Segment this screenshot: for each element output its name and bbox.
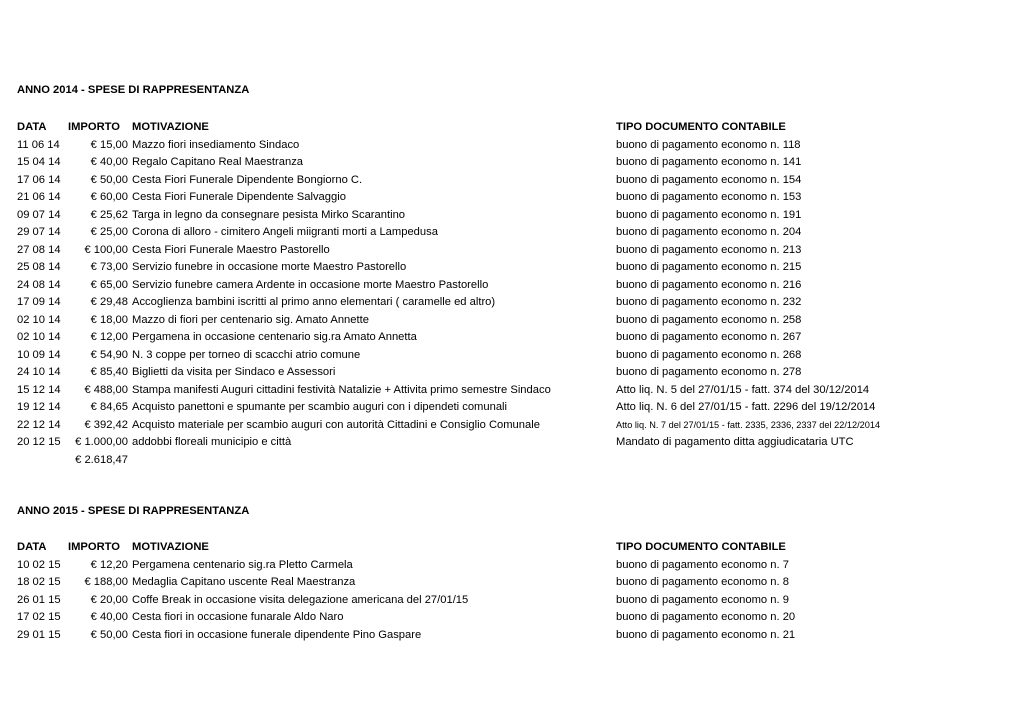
row-amount: € 25,00	[90, 226, 128, 238]
table-row	[0, 609, 1024, 627]
row-reason: Acquisto panettoni e spumante per scambio auguri con i dipendeti comunali	[132, 401, 508, 413]
row-doc: buono di pagamento economo n. 216	[616, 278, 802, 291]
table-header	[0, 539, 1024, 557]
table-row	[0, 399, 1024, 417]
row-reason: Cesta Fiori Funerale Dipendente Bongiorno C.	[132, 173, 363, 186]
row-doc: buono di pagamento economo n. 213	[616, 243, 802, 256]
row-date: 29 07 14	[17, 226, 61, 238]
row-amount: € 50,00	[90, 628, 128, 641]
row-amount: € 12,00	[90, 331, 128, 343]
row-reason: Cesta fiori in occasione funarale Aldo Naro	[132, 611, 344, 623]
row-doc: Atto liq. N. 6 del 27/01/15 - fatt. 2296 del 19/12/2014	[616, 401, 876, 413]
row-doc: buono di pagamento economo n. 7	[616, 558, 789, 571]
row-doc: buono di pagamento economo n. 204	[616, 226, 802, 238]
row-date: 22 12 14	[17, 418, 61, 431]
row-date: 20 12 15	[17, 436, 61, 448]
row-doc: buono di pagamento economo n. 9	[616, 593, 789, 606]
row-reason: Mazzo fiori insediamento Sindaco	[132, 138, 300, 151]
row-amount: € 40,00	[90, 611, 128, 623]
row-date: 19 12 14	[17, 401, 61, 413]
row-reason: Stampa manifesti Auguri cittadini festività Natalizie + Attivita primo semestre Sindaco	[132, 383, 551, 396]
table-row	[0, 329, 1024, 347]
row-date: 02 10 14	[17, 331, 61, 343]
table-row	[0, 364, 1024, 382]
row-doc: buono di pagamento economo n. 258	[616, 313, 802, 326]
row-reason: Pergamena centenario sig.ra Pletto Carmela	[132, 558, 353, 571]
table-row	[0, 434, 1024, 452]
row-amount: € 84,65	[90, 401, 128, 413]
row-reason: Regalo Capitano Real Maestranza	[132, 156, 304, 168]
header-date: DATA	[17, 541, 47, 553]
row-doc: buono di pagamento economo n. 215	[616, 261, 802, 273]
row-amount: € 392,42	[84, 418, 128, 431]
table-row	[0, 172, 1024, 190]
row-doc: buono di pagamento economo n. 191	[616, 208, 802, 221]
row-reason: Cesta fiori in occasione funerale dipendente Pino Gaspare	[132, 628, 422, 641]
header-doc-type: TIPO DOCUMENTO CONTABILE	[616, 541, 786, 553]
row-date: 17 06 14	[17, 173, 61, 186]
row-amount: € 25,62	[90, 208, 128, 221]
section-title: ANNO 2015 - SPESE DI RAPPRESENTANZA	[17, 505, 250, 517]
row-amount: € 85,40	[90, 366, 128, 378]
row-reason: Servizio funebre camera Ardente in occasione morte Maestro Pastorello	[132, 278, 489, 291]
row-doc: buono di pagamento economo n. 278	[616, 366, 802, 378]
row-amount: € 29,48	[90, 296, 128, 308]
row-doc: Atto liq. N. 5 del 27/01/15 - fatt. 374 del 30/12/2014	[616, 383, 870, 396]
row-doc: buono di pagamento economo n. 8	[616, 576, 789, 588]
row-amount: € 100,00	[84, 243, 128, 256]
row-date: 25 08 14	[17, 261, 61, 273]
total-amount: € 2.618,47	[75, 453, 128, 466]
table-row	[0, 417, 1024, 435]
table-row	[0, 294, 1024, 312]
row-reason: Acquisto materiale per scambio auguri con autorità Cittadini e Consiglio Comunale	[132, 418, 540, 431]
row-date: 17 02 15	[17, 611, 61, 623]
row-doc: buono di pagamento economo n. 232	[616, 296, 802, 308]
row-doc: buono di pagamento economo n. 20	[616, 611, 796, 623]
row-reason: Medaglia Capitano uscente Real Maestranza	[132, 576, 356, 588]
row-doc: buono di pagamento economo n. 154	[616, 173, 802, 186]
row-date: 17 09 14	[17, 296, 61, 308]
row-date: 24 10 14	[17, 366, 61, 378]
row-amount: € 488,00	[84, 383, 128, 396]
row-doc: buono di pagamento economo n. 21	[616, 628, 796, 641]
table-row	[0, 592, 1024, 610]
header-amount: IMPORTO	[68, 541, 121, 553]
row-reason: Accoglienza bambini iscritti al primo anno elementari ( caramelle ed altro)	[132, 296, 496, 308]
header-amount: IMPORTO	[68, 121, 121, 133]
total-row	[0, 452, 1024, 470]
table-row	[0, 207, 1024, 225]
row-reason: addobbi floreali municipio e città	[132, 436, 292, 448]
row-date: 09 07 14	[17, 208, 61, 221]
row-amount: € 12,20	[90, 558, 128, 571]
row-reason: Corona di alloro - cimitero Angeli miigranti morti a Lampedusa	[132, 226, 438, 238]
table-row	[0, 154, 1024, 172]
header-date: DATA	[17, 121, 47, 133]
table-row	[0, 277, 1024, 295]
table-row	[0, 627, 1024, 645]
row-reason: N. 3 coppe per torneo di scacchi atrio comune	[132, 348, 361, 361]
row-reason: Coffe Break in occasione visita delegazione americana del 27/01/15	[132, 593, 469, 606]
row-amount: € 73,00	[90, 261, 128, 273]
table-row	[0, 347, 1024, 365]
row-doc: buono di pagamento economo n. 118	[616, 138, 801, 151]
row-date: 27 08 14	[17, 243, 61, 256]
row-date: 11 06 14	[17, 138, 60, 151]
row-amount: € 54,90	[90, 348, 128, 361]
row-date: 02 10 14	[17, 313, 61, 326]
row-reason: Cesta Fiori Funerale Maestro Pastorello	[132, 243, 330, 256]
row-amount: € 60,00	[90, 191, 128, 203]
table-row	[0, 312, 1024, 330]
row-reason: Servizio funebre in occasione morte Maestro Pastorello	[132, 261, 407, 273]
row-doc: buono di pagamento economo n. 267	[616, 331, 802, 343]
row-reason: Cesta Fiori Funerale Dipendente Salvaggio	[132, 191, 346, 203]
row-amount: € 188,00	[84, 576, 128, 588]
row-date: 18 02 15	[17, 576, 61, 588]
row-date: 15 12 14	[17, 383, 61, 396]
row-doc: buono di pagamento economo n. 141	[616, 156, 802, 168]
table-row	[0, 189, 1024, 207]
table-row	[0, 557, 1024, 575]
row-reason: Biglietti da visita per Sindaco e Assessori	[132, 366, 336, 378]
header-doc-type: TIPO DOCUMENTO CONTABILE	[616, 121, 786, 133]
row-date: 26 01 15	[17, 593, 61, 606]
row-date: 29 01 15	[17, 628, 61, 641]
row-date: 15 04 14	[17, 156, 61, 168]
row-date: 21 06 14	[17, 191, 61, 203]
table-row	[0, 382, 1024, 400]
table-row	[0, 224, 1024, 242]
row-date: 24 08 14	[17, 278, 61, 291]
row-amount: € 20,00	[90, 593, 128, 606]
row-doc: buono di pagamento economo n. 153	[616, 191, 802, 203]
row-amount: € 1.000,00	[75, 436, 128, 448]
row-date: 10 09 14	[17, 348, 61, 361]
table-row	[0, 137, 1024, 155]
table-row	[0, 259, 1024, 277]
table-row	[0, 574, 1024, 592]
row-amount: € 40,00	[90, 156, 128, 168]
row-reason: Targa in legno da consegnare pesista Mirko Scarantino	[132, 208, 406, 221]
row-reason: Mazzo di fiori per centenario sig. Amato Annette	[132, 313, 369, 326]
row-reason: Pergamena in occasione centenario sig.ra Amato Annetta	[132, 331, 417, 343]
row-doc: Mandato di pagamento ditta aggiudicataria UTC	[616, 436, 854, 448]
row-doc: buono di pagamento economo n. 268	[616, 348, 802, 361]
header-reason: MOTIVAZIONE	[132, 541, 209, 553]
row-amount: € 18,00	[90, 313, 128, 326]
row-amount: € 65,00	[90, 278, 128, 291]
row-amount: € 15,00	[90, 138, 128, 151]
header-reason: MOTIVAZIONE	[132, 121, 209, 133]
table-header	[0, 119, 1024, 137]
row-amount: € 50,00	[90, 173, 128, 186]
row-doc: Atto liq. N. 7 del 27/01/15 - fatt. 2335, 2336, 2337 del 22/12/2014	[616, 419, 881, 430]
row-date: 10 02 15	[17, 558, 61, 571]
section-title: ANNO 2014 - SPESE DI RAPPRESENTANZA	[17, 84, 250, 96]
table-row	[0, 242, 1024, 260]
